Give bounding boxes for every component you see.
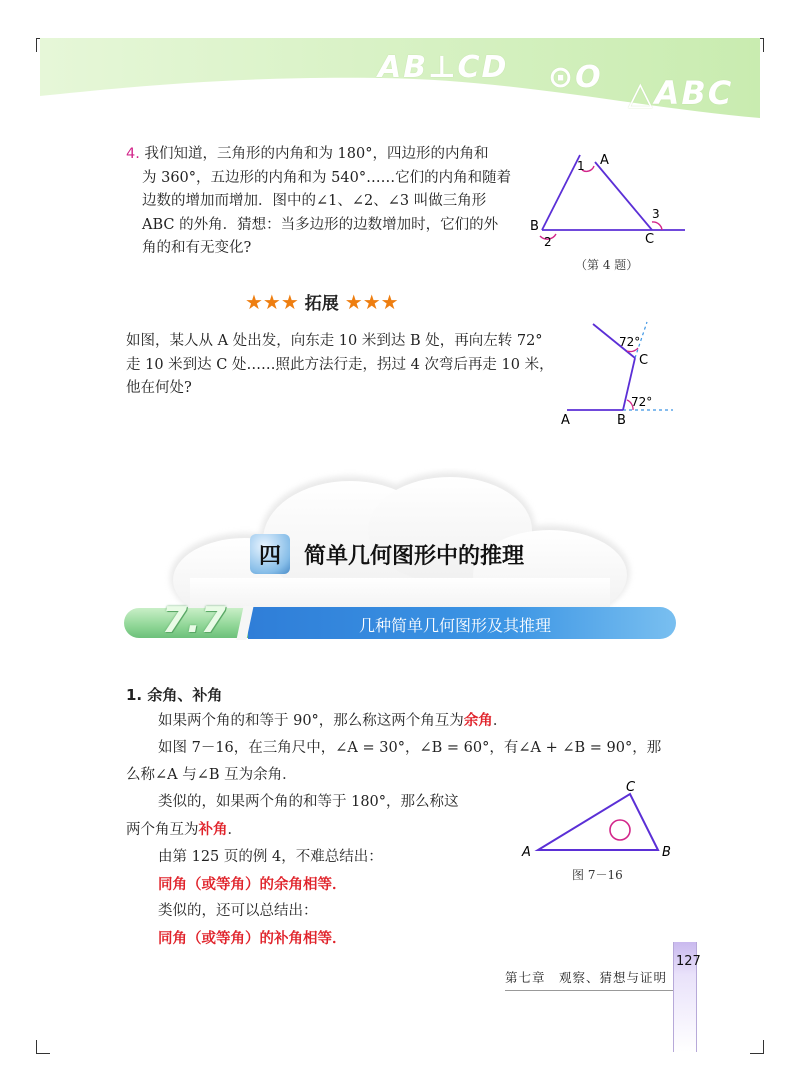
rule-supplementary: 同角（或等角）的补角相等．	[158, 930, 347, 947]
paragraph-3-line-1: 类似的，如果两个角的和等于 180°，那么称这	[158, 794, 459, 810]
label-angle-2: 2	[544, 235, 552, 249]
star-icons-left: ★★★	[245, 290, 299, 314]
crop-mark-bottom-left	[36, 1040, 50, 1054]
term-supplementary: 补角	[198, 821, 228, 838]
angle-3-arc	[652, 222, 662, 230]
figure-716-caption: 图 7－16	[572, 868, 623, 882]
label-A: A	[600, 153, 609, 168]
chapter-bar	[124, 600, 676, 641]
question-4	[126, 143, 511, 261]
chapter-number: 7.7	[162, 600, 226, 641]
extension-line-3: 他在何处?	[126, 380, 192, 396]
label-A: A	[522, 845, 531, 860]
label-A: A	[561, 413, 570, 428]
footer-rule	[505, 990, 673, 991]
path-figure-extension	[555, 318, 685, 430]
crop-mark-bottom-right	[750, 1040, 764, 1054]
rule-complementary: 同角（或等角）的余角相等．	[158, 876, 347, 893]
paragraph-5: 类似的，还可以总结出：	[158, 903, 318, 919]
extension-problem	[126, 330, 554, 401]
p3-end: ．	[227, 822, 242, 838]
q4-line-1: 我们知道，三角形的内角和为 180°，四边形的内角和	[144, 146, 489, 162]
label-B: B	[617, 413, 626, 428]
chapter-title: 几种简单几何图形及其推理	[358, 616, 551, 635]
label-B: B	[530, 219, 539, 234]
term-complementary: 余角	[463, 712, 493, 729]
label-angle-b: 72°	[631, 395, 653, 409]
q4-figure-caption: （第 4 题）	[575, 258, 639, 272]
q4-line-5: 角的和有无变化?	[142, 240, 252, 256]
label-B: B	[662, 845, 671, 860]
q4-line-4: ABC 的外角．猜想：当多边形的边数增加时，它们的外	[142, 216, 499, 233]
label-C: C	[626, 780, 636, 795]
q4-line-3: 边数的增加而增加．图中的∠1、∠2、∠3 叫做三角形	[142, 193, 487, 209]
triangle-ruler-figure	[518, 778, 688, 866]
paragraph-1	[126, 707, 661, 735]
q4-line-2: 为 360°，五边形的内角和为 540°……它们的内角和随着	[142, 169, 512, 186]
paragraph-4: 由第 125 页的例 4，不难总结出：	[158, 849, 383, 865]
subsection-heading: 1. 余角、补角	[126, 686, 223, 704]
label-C: C	[639, 353, 649, 368]
p1-text: 如果两个角的和等于 90°，那么称这两个角互为	[158, 713, 464, 729]
extension-heading	[245, 289, 399, 314]
label-angle-c: 72°	[619, 335, 641, 349]
label-angle-1: 1	[577, 159, 585, 173]
header-decor-triangle: △ABC	[628, 74, 734, 112]
question-number: 4.	[126, 146, 140, 162]
paragraph-2-line-2: 么称∠A 与∠B 互为余角．	[126, 767, 297, 783]
extension-label: 拓展	[304, 294, 339, 314]
extension-line-1: 如图，某人从 A 处出发，向东走 10 米到达 B 处，再向左转 72°	[126, 333, 543, 349]
header-decor-circle: ⊙O	[548, 60, 603, 95]
section-badge: 四	[250, 534, 290, 574]
p3-text: 两个角互为	[126, 822, 199, 838]
star-icons-right: ★★★	[344, 290, 399, 314]
section-title-text: 简单几何图形中的推理	[304, 543, 525, 569]
triangle-abc	[538, 794, 658, 850]
line-ac	[595, 162, 652, 230]
footer-chapter-title: 第七章 观察、猜想与证明	[505, 970, 668, 985]
triangle-figure-q4	[520, 140, 700, 255]
page-number: 127	[676, 954, 701, 969]
line-ab-extended	[542, 155, 580, 230]
label-C: C	[645, 232, 655, 247]
p1-end: ．	[492, 713, 508, 729]
extension-line-2: 走 10 米到达 C 处……照此方法行走，拐过 4 次弯后再走 10 米，	[126, 356, 554, 373]
header-decor-perpendicular: AB⊥CD	[378, 50, 509, 85]
section-title	[250, 534, 524, 574]
paragraph-2-line-1: 如图 7－16，在三角尺中，∠A = 30°，∠B = 60°，有∠A + ∠B = 90°，那	[158, 740, 662, 756]
label-angle-3: 3	[652, 207, 660, 221]
ruler-hole	[610, 820, 630, 840]
